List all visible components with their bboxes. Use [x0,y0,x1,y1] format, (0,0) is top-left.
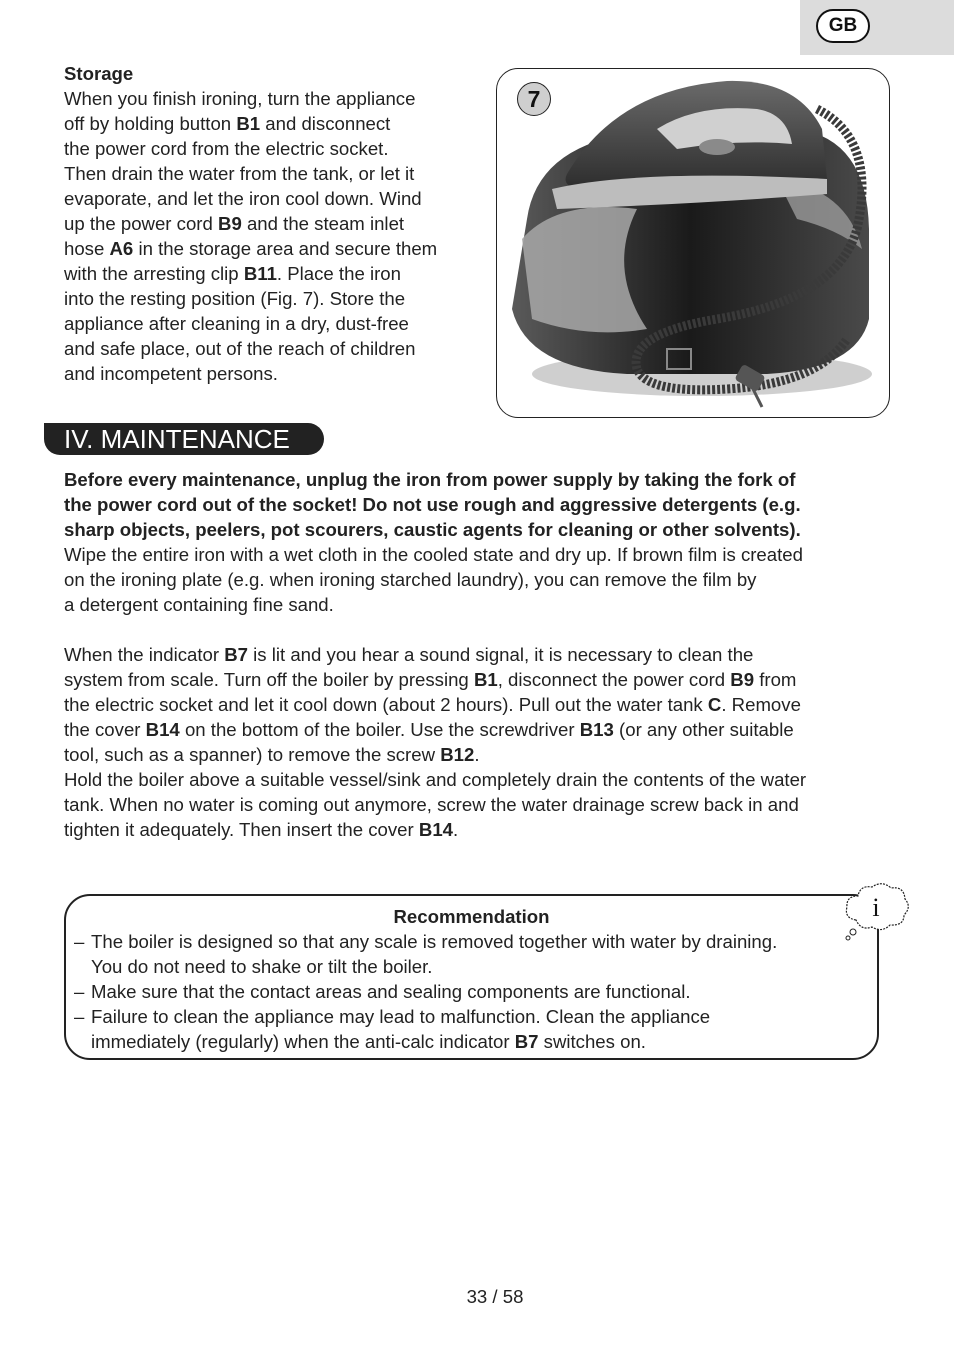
text-line: off by holding button B1 and disconnect [64,113,391,134]
bold-ref: B11 [243,263,277,284]
info-cloud-icon [842,880,912,942]
dash-bullet: – [74,981,85,1002]
storage-section [64,61,484,386]
figure-7 [496,68,890,418]
bold-ref: B12 [440,744,475,765]
text-line: appliance after cleaning in a dry, dust-free [64,313,409,334]
language-tab [800,0,954,55]
info-letter: i [872,893,880,922]
text-line: immediately (regularly) when the anti-calc indicator B7 switches on. [91,1031,646,1052]
section-heading-text: IV. MAINTENANCE [64,424,290,454]
bold-ref: B9 [730,669,755,690]
recommendation-item-text [91,929,777,979]
bold-ref: B1 [473,669,498,690]
text-line: the cover B14 on the bottom of the boiler. Use the screwdriver B13 (or any other suitable [64,719,794,740]
recommendation-item [74,979,864,1004]
dash-bullet: – [74,1006,85,1027]
bold-ref: B13 [579,719,614,740]
text-line: the power cord from the electric socket. [64,138,389,159]
bold-ref: B14 [145,719,180,740]
text-line: system from scale. Turn off the boiler by pressing B1, disconnect the power cord B9 from [64,669,797,690]
language-badge: GB [816,9,870,43]
page-number: 33 / 58 [466,1286,524,1307]
maintenance-paragraph-3 [64,767,894,842]
text-line: Failure to clean the appliance may lead to malfunction. Clean the appliance [91,1006,711,1027]
recommendation-item-text [91,1004,710,1054]
steam-iron-station-illustration [497,69,890,418]
text-line: up the power cord B9 and the steam inlet [64,213,405,234]
text-line: evaporate, and let the iron cool down. Wind [64,188,422,209]
text-line: tool, such as a spanner) to remove the screw B12. [64,744,480,765]
text-line: with the arresting clip B11. Place the iron [64,263,401,284]
text-line: and safe place, out of the reach of children [64,338,416,359]
text-line: When the indicator B7 is lit and you hear a sound signal, it is necessary to clean the [64,644,754,665]
recommendation-item-text [91,979,691,1004]
text-line: into the resting position (Fig. 7). Store the [64,288,406,309]
text-line: and incompetent persons. [64,363,278,384]
text-line: Before every maintenance, unplug the iron from power supply by taking the fork of [64,469,796,490]
maintenance-paragraph-1 [64,542,894,617]
recommendation-title: Recommendation [393,906,550,927]
text-line: When you finish ironing, turn the appliance [64,88,416,109]
bold-ref: C [707,694,722,715]
bold-ref: B1 [236,113,261,134]
bold-ref: B7 [224,644,248,665]
text-line: the power cord out of the socket! Do not use rough and aggressive detergents (e.g. [64,494,801,515]
text-line: hose A6 in the storage area and secure them [64,238,438,259]
section-heading [44,423,324,455]
dash-bullet: – [74,931,85,952]
text-line: The boiler is designed so that any scale is removed together with water by draining. [91,931,778,952]
text-line: Hold the boiler above a suitable vessel/sink and completely drain the contents of the water [64,769,807,790]
bold-ref: B7 [514,1031,539,1052]
text-line: tighten it adequately. Then insert the cover B14. [64,819,459,840]
bold-ref: B14 [418,819,454,840]
storage-title: Storage [64,63,134,84]
text-line: tank. When no water is coming out anymore, screw the water drainage screw back in and [64,794,799,815]
text-line: Make sure that the contact areas and sealing components are functional. [91,981,691,1002]
maintenance-warning [64,467,894,542]
recommendation-list [74,929,864,1054]
text-line: Then drain the water from the tank, or let it [64,163,415,184]
figure-number: 7 [517,82,551,116]
storage-text [64,86,484,386]
text-line: the electric socket and let it cool down (about 2 hours). Pull out the water tank C. Remove [64,694,801,715]
maintenance-text [64,467,894,842]
text-line: on the ironing plate (e.g. when ironing starched laundry), you can remove the film by [64,569,757,590]
maintenance-paragraph-2 [64,642,894,767]
text-line: Wipe the entire iron with a wet cloth in the cooled state and dry up. If brown film is created [64,544,803,565]
recommendation-item [74,1004,864,1054]
recommendation-box [64,894,879,1060]
text-line: sharp objects, peelers, pot scourers, caustic agents for cleaning or other solvents). [64,519,801,540]
text-line: You do not need to shake or tilt the boiler. [91,956,433,977]
bold-ref: B9 [218,213,242,234]
text-line: a detergent containing fine sand. [64,594,334,615]
paragraph-gap [64,617,894,642]
recommendation-item [74,929,864,979]
bold-ref: A6 [109,238,134,259]
